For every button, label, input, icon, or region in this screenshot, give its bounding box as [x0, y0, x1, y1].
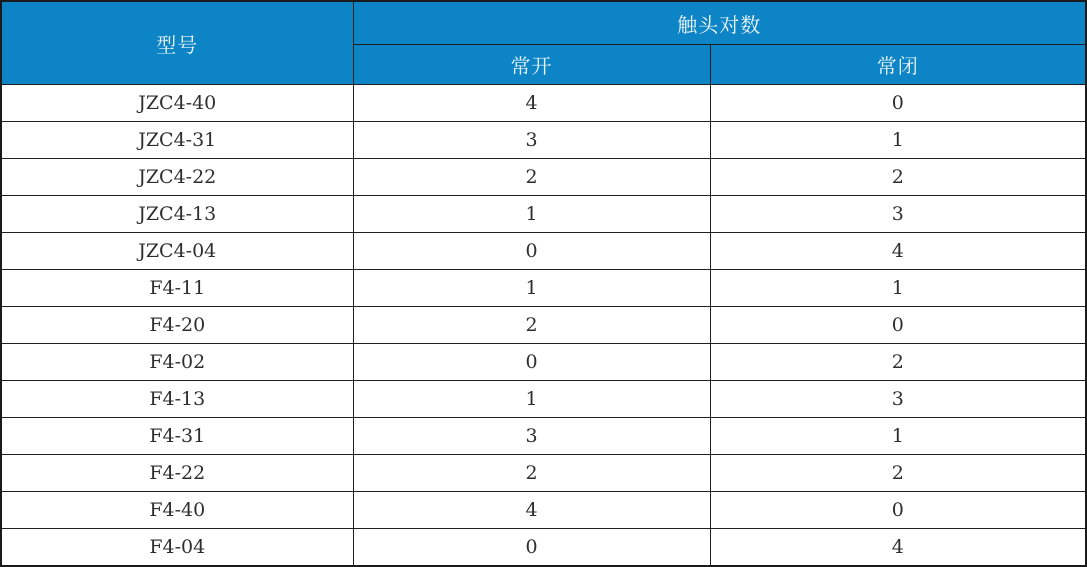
- header-normally-closed: 常闭: [710, 45, 1086, 85]
- normally-open-cell: 0: [353, 233, 710, 270]
- model-cell: JZC4-40: [1, 85, 353, 122]
- model-cell: F4-31: [1, 418, 353, 455]
- model-cell: F4-13: [1, 381, 353, 418]
- header-normally-open: 常开: [353, 45, 710, 85]
- model-cell: JZC4-04: [1, 233, 353, 270]
- table-row: [1, 122, 1086, 159]
- table-row: [1, 159, 1086, 196]
- normally-open-cell: 0: [353, 344, 710, 381]
- normally-open-cell: 0: [353, 529, 710, 567]
- table-header: [1, 1, 1086, 85]
- normally-open-cell: 4: [353, 492, 710, 529]
- table-row: [1, 233, 1086, 270]
- normally-open-cell: 1: [353, 381, 710, 418]
- header-model: 型号: [1, 1, 353, 85]
- table-body: [1, 85, 1086, 567]
- normally-open-cell: 4: [353, 85, 710, 122]
- normally-closed-cell: 1: [710, 270, 1086, 307]
- header-contact-group: 触头对数: [353, 1, 1086, 45]
- normally-closed-cell: 1: [710, 418, 1086, 455]
- table-row: [1, 455, 1086, 492]
- normally-open-cell: 2: [353, 159, 710, 196]
- table-row: [1, 381, 1086, 418]
- table-row: [1, 418, 1086, 455]
- model-cell: F4-02: [1, 344, 353, 381]
- model-cell: F4-04: [1, 529, 353, 567]
- normally-closed-cell: 2: [710, 159, 1086, 196]
- model-cell: F4-20: [1, 307, 353, 344]
- normally-closed-cell: 0: [710, 307, 1086, 344]
- table-row: [1, 492, 1086, 529]
- table-row: [1, 529, 1086, 567]
- table-row: [1, 344, 1086, 381]
- model-cell: JZC4-31: [1, 122, 353, 159]
- table-row: [1, 196, 1086, 233]
- table-row: [1, 307, 1086, 344]
- normally-closed-cell: 4: [710, 233, 1086, 270]
- normally-closed-cell: 3: [710, 196, 1086, 233]
- normally-closed-cell: 2: [710, 455, 1086, 492]
- normally-open-cell: 1: [353, 270, 710, 307]
- model-cell: F4-11: [1, 270, 353, 307]
- normally-open-cell: 2: [353, 455, 710, 492]
- normally-open-cell: 3: [353, 418, 710, 455]
- table-row: [1, 85, 1086, 122]
- normally-closed-cell: 2: [710, 344, 1086, 381]
- model-cell: JZC4-13: [1, 196, 353, 233]
- normally-closed-cell: 0: [710, 85, 1086, 122]
- table-row: [1, 270, 1086, 307]
- normally-closed-cell: 4: [710, 529, 1086, 567]
- model-cell: F4-40: [1, 492, 353, 529]
- normally-open-cell: 3: [353, 122, 710, 159]
- normally-closed-cell: 3: [710, 381, 1086, 418]
- model-cell: JZC4-22: [1, 159, 353, 196]
- normally-closed-cell: 0: [710, 492, 1086, 529]
- normally-open-cell: 2: [353, 307, 710, 344]
- normally-closed-cell: 1: [710, 122, 1086, 159]
- model-cell: F4-22: [1, 455, 353, 492]
- normally-open-cell: 1: [353, 196, 710, 233]
